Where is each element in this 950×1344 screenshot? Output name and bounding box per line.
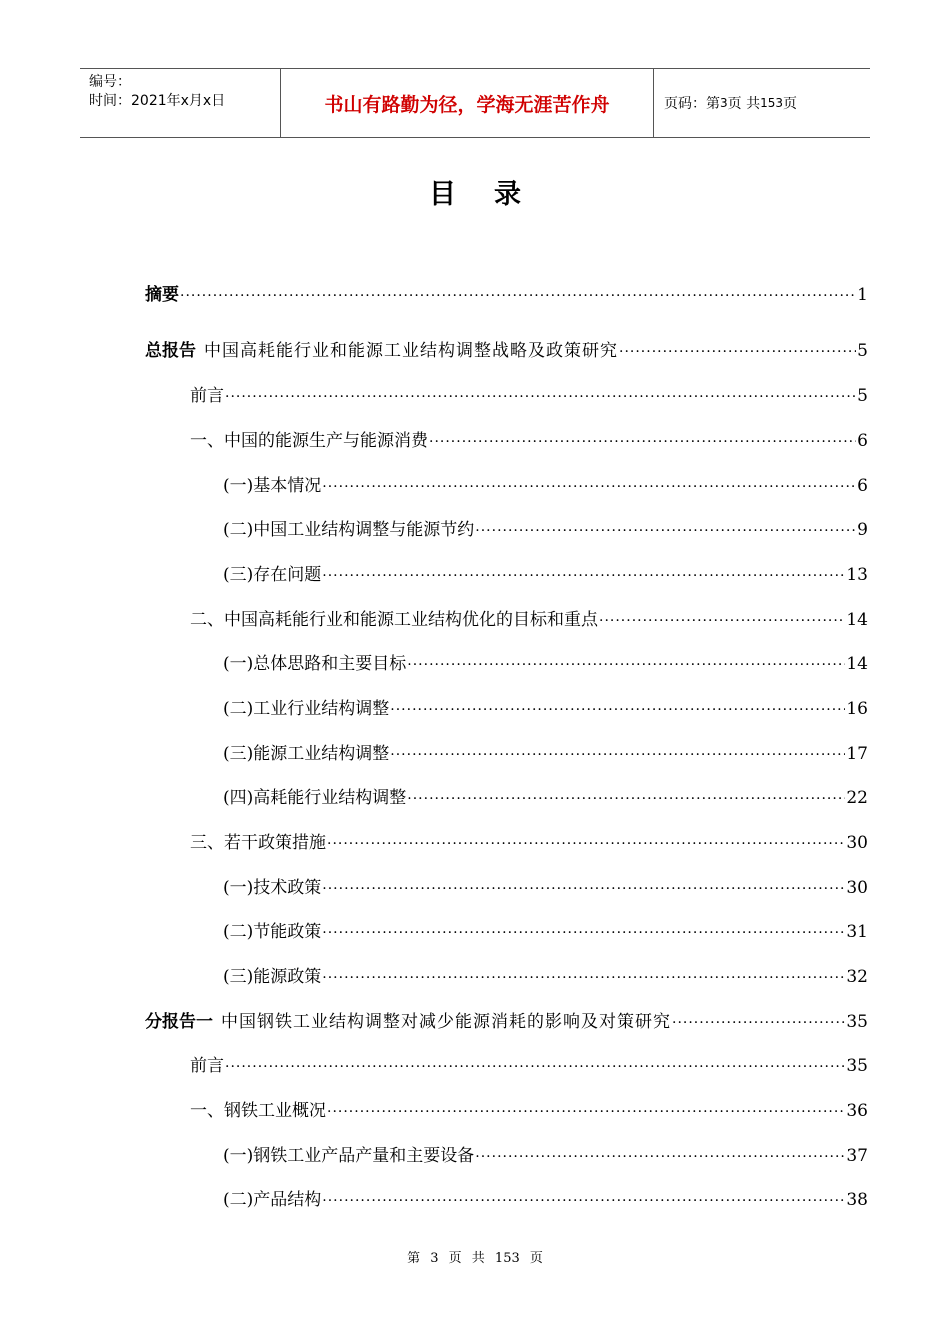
- toc-entry-label: (四)高耗能行业结构调整: [223, 788, 407, 808]
- toc-entry[interactable]: [223, 563, 868, 587]
- toc-leader-dots: [390, 698, 845, 722]
- toc-page-number: 5: [857, 341, 868, 361]
- toc-entry-label: (二)工业行业结构调整: [223, 699, 390, 719]
- toc-leader-dots: [407, 653, 845, 677]
- toc-page-number: 22: [846, 788, 868, 808]
- toc-page-number: 13: [846, 565, 868, 585]
- toc-entry-label: (一)技术政策: [223, 878, 322, 898]
- toc-leader-dots: [672, 1011, 845, 1035]
- toc-entry-subtitle: 中国高耗能行业和能源工业结构调整战略及政策研究: [204, 341, 618, 361]
- toc-entry-label: 一、中国的能源生产与能源消费: [190, 431, 428, 451]
- toc-entry-label: (一)总体思路和主要目标: [223, 654, 407, 674]
- toc-leader-dots: [619, 340, 856, 364]
- toc-leader-dots: [327, 1100, 845, 1124]
- toc-entry-label: 二、中国高耗能行业和能源工业结构优化的目标和重点: [190, 610, 598, 630]
- toc-entry[interactable]: [223, 965, 868, 989]
- toc-leader-dots: [599, 609, 845, 633]
- toc-entry-label: 前言: [190, 1056, 224, 1076]
- toc-leader-dots: [322, 921, 845, 945]
- toc-entry-label: (一)钢铁工业产品产量和主要设备: [223, 1146, 475, 1166]
- toc-page-number: 35: [846, 1012, 868, 1032]
- page-indicator: 页码：第 3 页 共 153 页: [664, 96, 797, 112]
- toc-leader-dots: [322, 564, 845, 588]
- toc-entry[interactable]: [190, 608, 868, 632]
- toc-leader-dots: [475, 519, 856, 543]
- toc-page-number: 9: [857, 520, 868, 540]
- toc-entry-subtitle: 中国钢铁工业结构调整对减少能源消耗的影响及对策研究: [221, 1012, 671, 1032]
- page-footer: 第 3 页 共 153 页: [407, 1251, 543, 1266]
- toc-entry[interactable]: [223, 876, 868, 900]
- toc-page-number: 31: [846, 922, 868, 942]
- toc-entry[interactable]: [190, 1054, 868, 1078]
- toc-page-number: 32: [846, 967, 868, 987]
- toc-page-number: 1: [857, 285, 868, 305]
- toc-entry[interactable]: [223, 518, 868, 542]
- toc-leader-dots: [390, 743, 845, 767]
- toc-leader-dots: [407, 787, 845, 811]
- toc-entry-label: 一、钢铁工业概况: [190, 1101, 326, 1121]
- toc-entry[interactable]: [190, 831, 868, 855]
- toc-entry-label: (三)能源政策: [223, 967, 322, 987]
- toc-entry[interactable]: [223, 652, 868, 676]
- page-current: 3: [720, 96, 728, 110]
- number-label: 编号：: [89, 74, 131, 90]
- toc-entry[interactable]: [145, 1010, 868, 1034]
- motto: 书山有路勤为径，学海无涯苦作舟: [281, 69, 654, 137]
- toc-page-number: 38: [846, 1190, 868, 1210]
- toc-entry-label: 总报告 中国高耗能行业和能源工业结构调整战略及政策研究: [145, 341, 618, 361]
- toc-leader-dots: [322, 877, 845, 901]
- toc-leader-dots: [225, 1055, 845, 1079]
- toc-leader-dots: [322, 475, 856, 499]
- toc-page-number: 14: [846, 610, 868, 630]
- toc-entry-label: (三)存在问题: [223, 565, 322, 585]
- time-label: 时间：2021年x月x日: [89, 93, 226, 109]
- toc-entry[interactable]: [223, 742, 868, 766]
- toc-page-number: 35: [846, 1056, 868, 1076]
- toc-page-number: 6: [857, 431, 868, 451]
- toc-page-number: 30: [846, 833, 868, 853]
- toc-leader-dots: [225, 385, 856, 409]
- toc-entry[interactable]: [223, 1188, 868, 1212]
- toc-page-number: 37: [846, 1146, 868, 1166]
- toc-page-number: 30: [846, 878, 868, 898]
- toc-leader-dots: [475, 1145, 845, 1169]
- toc-entry[interactable]: [223, 474, 868, 498]
- toc-entry-label: (二)中国工业结构调整与能源节约: [223, 520, 475, 540]
- page-total: 153: [760, 96, 783, 110]
- toc-entry-label: (二)产品结构: [223, 1190, 322, 1210]
- toc-entry[interactable]: [145, 339, 868, 363]
- toc-leader-dots: [180, 284, 856, 308]
- toc-entry-label: (三)能源工业结构调整: [223, 744, 390, 764]
- toc-entry[interactable]: [223, 786, 868, 810]
- toc-leader-dots: [322, 1189, 845, 1213]
- toc-entry[interactable]: [190, 384, 868, 408]
- toc-entry[interactable]: [190, 429, 868, 453]
- toc-page-number: 16: [846, 699, 868, 719]
- toc-page-number: 36: [846, 1101, 868, 1121]
- toc-page-number: 14: [846, 654, 868, 674]
- toc-entry[interactable]: [190, 1099, 868, 1123]
- toc-entry-label: (二)节能政策: [223, 922, 322, 942]
- page-title: 目录: [429, 179, 559, 210]
- toc-entry-label: (一)基本情况: [223, 476, 322, 496]
- toc-page-number: 17: [846, 744, 868, 764]
- toc-leader-dots: [322, 966, 845, 990]
- toc-entry-label: 前言: [190, 386, 224, 406]
- header-table: [80, 68, 870, 138]
- toc-page-number: 6: [857, 476, 868, 496]
- toc-entry[interactable]: [223, 697, 868, 721]
- toc-page-number: 5: [857, 386, 868, 406]
- toc-entry[interactable]: [223, 920, 868, 944]
- toc-leader-dots: [327, 832, 845, 856]
- toc-entry-label: 摘要: [145, 285, 179, 305]
- toc-entry[interactable]: [145, 283, 868, 307]
- toc-leader-dots: [429, 430, 856, 454]
- toc-entry-label: 三、若干政策措施: [190, 833, 326, 853]
- header-info-cell: [80, 69, 281, 137]
- toc-entry-label: 分报告一 中国钢铁工业结构调整对减少能源消耗的影响及对策研究: [145, 1012, 671, 1032]
- toc-entry[interactable]: [223, 1144, 868, 1168]
